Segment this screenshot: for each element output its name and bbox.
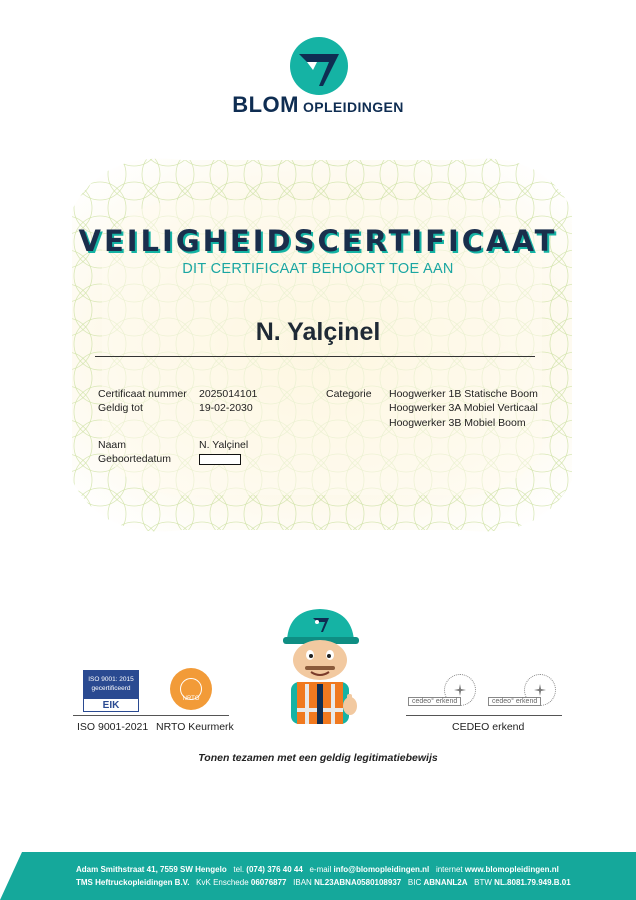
- footer-internet-label: internet: [435, 865, 463, 874]
- footer-contact-line: [76, 865, 559, 874]
- guilloche-ring: [584, 386, 602, 438]
- guilloche-ring: [42, 150, 92, 200]
- cedeo-mark: cedeo: [412, 698, 432, 705]
- guilloche-ring: [42, 454, 58, 506]
- number-value: 2025014101: [199, 388, 258, 400]
- valid-value: 19-02-2030: [199, 402, 253, 414]
- guilloche-ring: [42, 386, 58, 438]
- guilloche-ring: [584, 522, 602, 540]
- footer-address: Adam Smithstraat 41, 7559 SW Hengelo: [76, 865, 227, 874]
- birthdate-redaction: [199, 454, 241, 465]
- guilloche-ring: [584, 420, 602, 472]
- guilloche-ring: [42, 522, 58, 540]
- category-item: Hoogwerker 1B Statische Boom: [389, 388, 538, 400]
- category-label: Categorie: [326, 388, 372, 400]
- name-value: N. Yalçinel: [199, 439, 249, 451]
- birth-label: Geboortedatum: [98, 453, 171, 465]
- iso-badge-mark: EIK: [102, 700, 120, 711]
- guilloche-ring: [584, 150, 602, 200]
- certificate-holder-name: N. Yalçinel: [255, 318, 381, 346]
- cedeo-mark: cedeo: [492, 698, 512, 705]
- brand-wordmark: [0, 92, 636, 118]
- brand-name-primary: BLOM: [232, 92, 299, 117]
- cedeo-star-icon: [454, 684, 466, 696]
- guilloche-ring: [42, 488, 92, 540]
- guilloche-ring: [550, 150, 602, 200]
- guilloche-ring: [584, 454, 602, 506]
- footer-tel-label: tel.: [233, 865, 245, 874]
- cedeo-badge: cedeo° erkend: [488, 674, 558, 710]
- guilloche-ring: [550, 150, 602, 166]
- guilloche-ring: [74, 150, 126, 166]
- guilloche-ring: [584, 352, 602, 404]
- brand-logo: [0, 36, 636, 118]
- footer-band-shape: [0, 852, 636, 900]
- iso-badge-line1: ISO 9001: 2015: [88, 676, 134, 683]
- iso-label: ISO 9001-2021: [77, 721, 149, 733]
- iso-badge-line2: gecertificeerd: [91, 685, 131, 692]
- nrto-label: NRTO Keurmerk: [156, 721, 234, 733]
- guilloche-ring: [584, 488, 602, 540]
- footer-bic-label: BIC: [407, 878, 422, 887]
- valid-label: Geldig tot: [98, 402, 143, 414]
- certificate-subtitle: DIT CERTIFICAAT BEHOORT TOE AAN: [182, 261, 454, 277]
- footer-tel[interactable]: (074) 376 40 44: [246, 865, 303, 874]
- nrto-badge: [170, 668, 212, 710]
- footer-website-link[interactable]: www.blomopleidingen.nl: [464, 865, 559, 874]
- guilloche-ring: [550, 488, 602, 540]
- guilloche-ring: [42, 150, 58, 166]
- guilloche-ring: [42, 352, 58, 404]
- certificate-title: VEILIGHEIDSCERTIFICAAT: [78, 224, 558, 258]
- guilloche-ring: [42, 522, 92, 540]
- badge-divider-left: [73, 715, 229, 716]
- guilloche-ring: [42, 420, 58, 472]
- iso-badge: [83, 670, 139, 712]
- number-label: Certificaat nummer: [98, 388, 187, 400]
- guilloche-ring: [42, 150, 92, 166]
- guilloche-ring: [42, 150, 58, 200]
- cedeo-mark-suffix: erkend: [515, 698, 538, 705]
- footer-iban-label: IBAN: [293, 878, 312, 887]
- cedeo-label: CEDEO erkend: [452, 721, 525, 733]
- category-item: Hoogwerker 3B Mobiel Boom: [389, 417, 526, 429]
- footer-company-line: [76, 878, 571, 887]
- brand-name-secondary: OPLEIDINGEN: [302, 99, 404, 115]
- footer-bic: ABNANL2A: [423, 878, 468, 887]
- footer-btw-label: BTW: [474, 878, 492, 887]
- category-item: Hoogwerker 3A Mobiel Verticaal: [389, 402, 538, 414]
- footer-email-label: e-mail: [309, 865, 332, 874]
- holder-underline: [95, 356, 535, 357]
- footer-email-link[interactable]: info@blomopleidingen.nl: [333, 865, 430, 874]
- guilloche-ring: [550, 522, 602, 540]
- blom-logo-icon: [289, 36, 349, 96]
- footer-company: TMS Heftruckopleidingen B.V.: [76, 878, 190, 887]
- name-label: Naam: [98, 439, 127, 451]
- cedeo-star-icon: [534, 684, 546, 696]
- guilloche-ring: [516, 150, 568, 166]
- nrto-badge-text: NRTO: [182, 696, 200, 702]
- footer-kvk-label: KvK Enschede: [196, 878, 249, 887]
- footer-band: [0, 852, 636, 900]
- guilloche-ring: [42, 488, 58, 540]
- guilloche-ring: [584, 150, 602, 166]
- footer-kvk: 06076877: [250, 878, 287, 887]
- cedeo-mark-suffix: erkend: [435, 698, 458, 705]
- guilloche-ring: [74, 522, 126, 540]
- footer-btw: NL.8081.79.949.B.01: [494, 878, 571, 887]
- worker-mascot-icon: [277, 604, 363, 732]
- footer-iban: NL23ABNA0580108937: [314, 878, 402, 887]
- id-requirement-note: Tonen tezamen met een geldig legitimatiebewijs: [198, 752, 438, 764]
- badge-divider-right: [406, 715, 562, 716]
- cedeo-badge: cedeo° erkend: [408, 674, 478, 710]
